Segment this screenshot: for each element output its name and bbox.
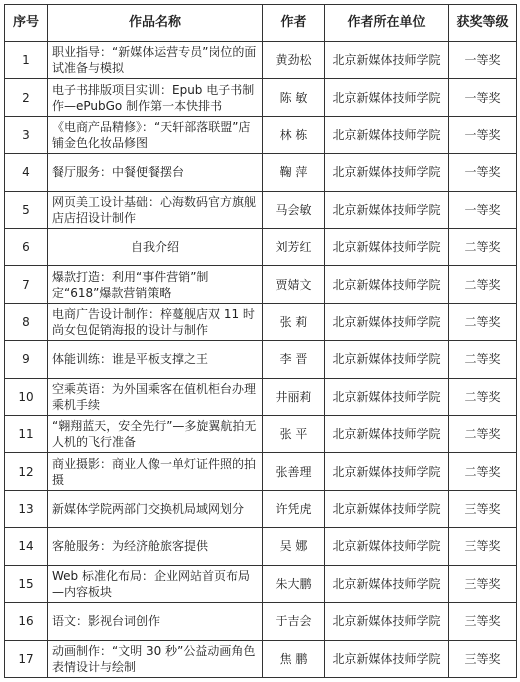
author-name: 张 平 (263, 416, 325, 453)
table-row (5, 416, 517, 453)
row-number: 13 (5, 490, 48, 527)
award-level: 一等奖 (449, 116, 517, 153)
award-level: 三等奖 (449, 640, 517, 678)
work-title: 客舱服务：为经济舱旅客提供 (48, 528, 263, 565)
author-name: 贾婧文 (263, 266, 325, 303)
work-title: 语文：影视台词创作 (48, 603, 263, 640)
row-number: 9 (5, 341, 48, 378)
author-name: 井丽莉 (263, 378, 325, 415)
author-name: 张善理 (263, 453, 325, 490)
work-title: 新媒体学院两部门交换机局域网划分 (48, 490, 263, 527)
author-unit: 北京新媒体技师学院 (325, 341, 449, 378)
work-title: 网页美工设计基础：心海数码官方旗舰店店招设计制作 (48, 191, 263, 228)
row-number: 7 (5, 266, 48, 303)
row-number: 11 (5, 416, 48, 453)
work-title: 空乘英语：为外国乘客在值机柜台办理乘机手续 (48, 378, 263, 415)
award-level: 三等奖 (449, 565, 517, 602)
table-row (5, 116, 517, 153)
table-row (5, 603, 517, 640)
author-name: 刘芳红 (263, 229, 325, 266)
author-unit: 北京新媒体技师学院 (325, 191, 449, 228)
header-row (5, 5, 517, 42)
row-number: 6 (5, 229, 48, 266)
award-level: 二等奖 (449, 303, 517, 340)
award-level: 一等奖 (449, 42, 517, 79)
header-unit: 作者所在单位 (325, 5, 449, 42)
author-name: 吴 娜 (263, 528, 325, 565)
table-row (5, 303, 517, 340)
author-name: 黄劲松 (263, 42, 325, 79)
row-number: 3 (5, 116, 48, 153)
work-title: 动画制作：“文明 30 秒”公益动画角色表情设计与绘制 (48, 640, 263, 678)
header-award: 获奖等级 (449, 5, 517, 42)
author-unit: 北京新媒体技师学院 (325, 79, 449, 116)
table-row (5, 490, 517, 527)
work-title: 商业摄影：商业人像一单灯证件照的拍摄 (48, 453, 263, 490)
award-level: 一等奖 (449, 79, 517, 116)
award-level: 二等奖 (449, 229, 517, 266)
row-number: 12 (5, 453, 48, 490)
work-title: 自我介绍 (48, 229, 263, 266)
row-number: 17 (5, 640, 48, 678)
table-row (5, 341, 517, 378)
header-author: 作者 (263, 5, 325, 42)
author-name: 林 栋 (263, 116, 325, 153)
author-unit: 北京新媒体技师学院 (325, 640, 449, 678)
award-level: 三等奖 (449, 603, 517, 640)
author-unit: 北京新媒体技师学院 (325, 42, 449, 79)
table-row (5, 640, 517, 678)
author-name: 张 莉 (263, 303, 325, 340)
author-unit: 北京新媒体技师学院 (325, 603, 449, 640)
table-row (5, 79, 517, 116)
author-unit: 北京新媒体技师学院 (325, 490, 449, 527)
table-row (5, 528, 517, 565)
author-name: 于吉会 (263, 603, 325, 640)
author-unit: 北京新媒体技师学院 (325, 229, 449, 266)
award-level: 二等奖 (449, 378, 517, 415)
author-unit: 北京新媒体技师学院 (325, 116, 449, 153)
author-unit: 北京新媒体技师学院 (325, 565, 449, 602)
table-row (5, 229, 517, 266)
table-row (5, 191, 517, 228)
table-row (5, 453, 517, 490)
awards-table (4, 4, 517, 678)
table-row (5, 154, 517, 191)
table-row (5, 378, 517, 415)
work-title: 爆款打造：利用“事件营销”制定“618”爆款营销策略 (48, 266, 263, 303)
work-title: “翱翔蓝天，安全先行”—多旋翼航拍无人机的飞行准备 (48, 416, 263, 453)
author-name: 朱大鹏 (263, 565, 325, 602)
table-body (5, 42, 517, 678)
row-number: 14 (5, 528, 48, 565)
table-row (5, 42, 517, 79)
award-level: 二等奖 (449, 453, 517, 490)
row-number: 15 (5, 565, 48, 602)
header-no: 序号 (5, 5, 48, 42)
row-number: 5 (5, 191, 48, 228)
author-unit: 北京新媒体技师学院 (325, 378, 449, 415)
work-title: 电子书排版项目实训：Epub 电子书制作—ePubGo 制作第一本快排书 (48, 79, 263, 116)
work-title: 餐厅服务：中餐便餐摆台 (48, 154, 263, 191)
author-unit: 北京新媒体技师学院 (325, 416, 449, 453)
row-number: 4 (5, 154, 48, 191)
row-number: 16 (5, 603, 48, 640)
row-number: 1 (5, 42, 48, 79)
row-number: 10 (5, 378, 48, 415)
row-number: 8 (5, 303, 48, 340)
table-row (5, 266, 517, 303)
work-title: Web 标准化布局：企业网站首页布局—内容板块 (48, 565, 263, 602)
table-row (5, 565, 517, 602)
author-name: 焦 鹏 (263, 640, 325, 678)
author-unit: 北京新媒体技师学院 (325, 453, 449, 490)
award-level: 二等奖 (449, 416, 517, 453)
author-name: 陈 敏 (263, 79, 325, 116)
work-title: 体能训练：谁是平板支撑之王 (48, 341, 263, 378)
author-name: 许凭虎 (263, 490, 325, 527)
author-name: 马会敏 (263, 191, 325, 228)
author-unit: 北京新媒体技师学院 (325, 528, 449, 565)
work-title: 职业指导：“新媒体运营专员”岗位的面试准备与模拟 (48, 42, 263, 79)
work-title: 电商广告设计制作：梓蔓舰店双 11 时尚女包促销海报的设计与制作 (48, 303, 263, 340)
author-name: 李 晋 (263, 341, 325, 378)
award-level: 一等奖 (449, 191, 517, 228)
award-level: 二等奖 (449, 266, 517, 303)
award-level: 三等奖 (449, 490, 517, 527)
award-level: 三等奖 (449, 528, 517, 565)
work-title: 《电商产品精修》：“天轩部落联盟”店铺金色化妆品修图 (48, 116, 263, 153)
award-level: 一等奖 (449, 154, 517, 191)
author-unit: 北京新媒体技师学院 (325, 154, 449, 191)
header-title: 作品名称 (48, 5, 263, 42)
author-name: 鞠 萍 (263, 154, 325, 191)
row-number: 2 (5, 79, 48, 116)
author-unit: 北京新媒体技师学院 (325, 303, 449, 340)
award-level: 二等奖 (449, 341, 517, 378)
author-unit: 北京新媒体技师学院 (325, 266, 449, 303)
